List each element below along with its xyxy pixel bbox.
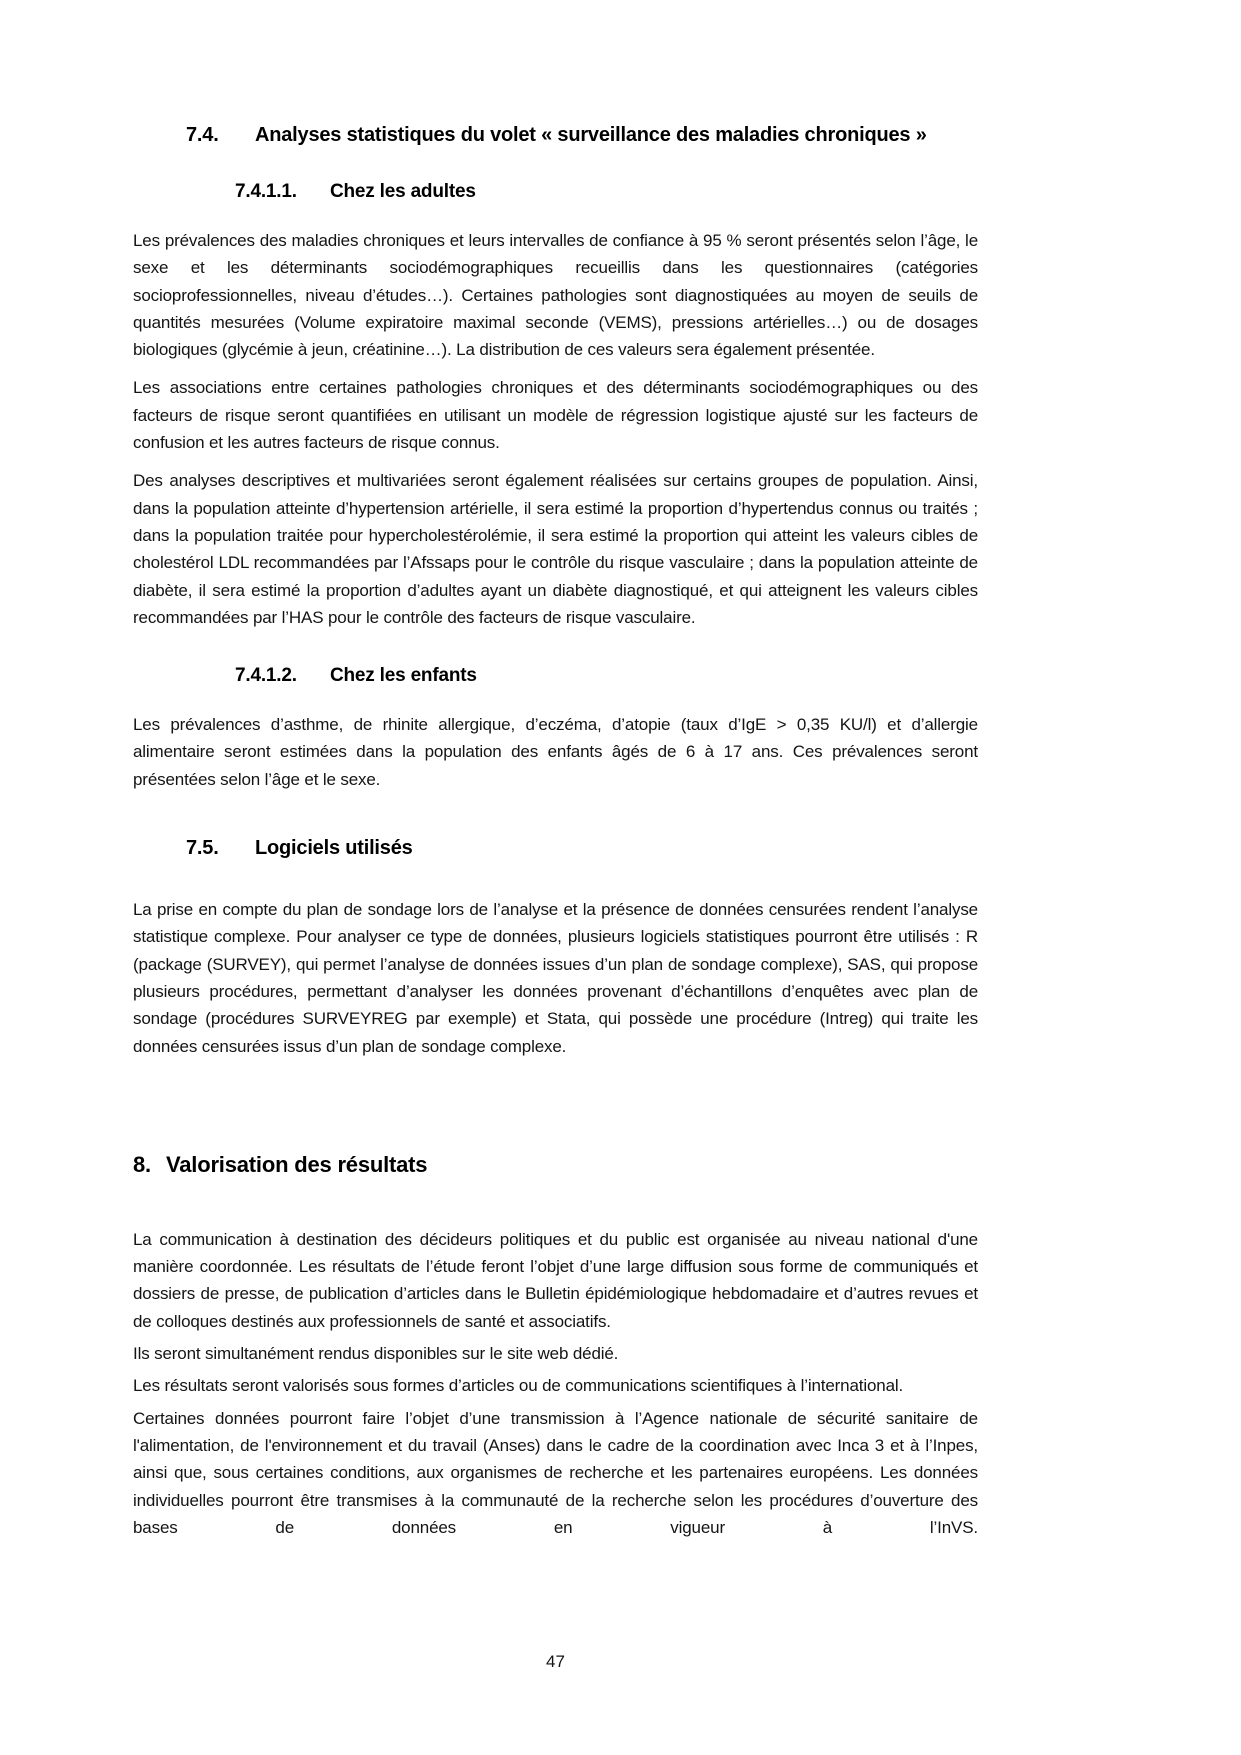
paragraph-valorisation-3: Les résultats seront valorisés sous formes d’articles ou de communications scientifiques à l’international.: [133, 1376, 904, 1396]
chapter-title: Valorisation des résultats: [166, 1151, 428, 1177]
subsection-heading-7-4-1-2: [235, 665, 978, 687]
paragraph-enfants-1: Les prévalences d’asthme, de rhinite allergique, d’eczéma, d’atopie (taux d’IgE > 0,35 KU/l) et d’allergie alimentaire seront estimées dans la population des enfants âgés de 6 à 17 ans. Ces prévalences seront présentées selon l’âge et le sexe.: [133, 715, 978, 789]
section-number: 7.4.: [186, 124, 219, 146]
page-number: 47: [546, 1652, 565, 1671]
section-heading-7-4: [186, 124, 978, 147]
section-title: Analyses statistiques du volet « surveillance des maladies chroniques »: [255, 124, 927, 146]
paragraph-valorisation-1: La communication à destination des décideurs politiques et du public est organisée au niveau national d'une manière coordonnée. Les résultats de l’étude feront l’objet d’une large diffusion sous forme de communiqués et dossiers de presse, de publication d’articles dans le Bulletin épidémiologique hebdomadaire et d’autres revues et de colloques destinés aux professionnels de santé et associatifs.: [133, 1229, 978, 1331]
section-title: Logiciels utilisés: [255, 837, 413, 860]
paragraph-logiciels-1: La prise en compte du plan de sondage lors de l’analyse et la présence de données censurées rendent l’analyse statistique complexe. Pour analyser ce type de données, plusieurs logiciels statistiques pourront être utilisés : R (package (SURVEY), qui permet l’analyse de données issues d’un plan de sondage complexe), SAS, qui propose plusieurs procédures, permettant d’analyser les données provenant d’échantillons d’enquêtes avec plan de sondage (procédures SURVEYREG par exemple) et Stata, qui possède une procédure (Intreg) qui traite les données censurées issus d’un plan de sondage complexe.: [133, 900, 978, 1056]
section-number: 7.5.: [186, 837, 219, 860]
paragraph-valorisation-2: Ils seront simultanément rendus disponibles sur le site web dédié.: [133, 1344, 619, 1364]
subsection-number: 7.4.1.2.: [235, 665, 297, 687]
paragraph-adultes-2: Les associations entre certaines pathologies chroniques et des déterminants sociodémographiques ou des facteurs de risque seront quantifiées en utilisant un modèle de régression logistique ajusté sur les facteurs de confusion et les autres facteurs de risque connus.: [133, 378, 978, 453]
subsection-heading-7-4-1-1: [235, 181, 978, 203]
paragraph-valorisation-4: Certaines données pourront faire l’objet d’une transmission à l’Agence nationale de sécurité sanitaire de l'alimentation, de l'environnement et du travail (Anses) dans le cadre de la coordination avec Inca 3 et à l’Inpes, ainsi que, sous certaines conditions, aux organismes de recherche et les partenaires européens. Les données individuelles pourront être transmises à la communauté de la recherche selon les procédures d’ouverture des bases de données en vigueur à l’InVS.: [133, 1408, 978, 1537]
chapter-heading-8: [133, 1152, 978, 1178]
page-content: [133, 124, 978, 1541]
paragraph-adultes-3: Des analyses descriptives et multivariées seront également réalisées sur certains groupes de population. Ainsi, dans la population atteinte d’hypertension artérielle, il sera estimé la proportion d’hypertendus connus ou traités ; dans la population traitée pour hypercholestérolémie, il sera estimé la proportion qui atteint les valeurs cibles de cholestérol LDL recommandées par l’Afssaps pour le contrôle du risque vasculaire ; dans la population atteinte de diabète, il sera estimé la proportion d’adultes ayant un diabète diagnostiqué, et qui atteignent les valeurs cibles recommandées par l’HAS pour le contrôle des facteurs de risque vasculaire.: [133, 471, 978, 627]
subsection-number: 7.4.1.1.: [235, 181, 297, 202]
section-heading-7-5: [186, 837, 978, 860]
subsection-title: Chez les adultes: [330, 181, 476, 202]
subsection-title: Chez les enfants: [330, 665, 477, 687]
chapter-number: 8.: [133, 1151, 151, 1177]
paragraph-adultes-1: Les prévalences des maladies chroniques et leurs intervalles de confiance à 95 % seront présentés selon l’âge, le sexe et les déterminants sociodémographiques recueillis dans les questionnaires (catégories socioprofessionnelles, niveau d’études…). Certaines pathologies sont diagnostiquées au moyen de seuils de quantités mesurées (Volume expiratoire maximal seconde (VEMS), pressions artérielles…) ou de dosages biologiques (glycémie à jeun, créatinine…). La distribution de ces valeurs sera également présentée.: [133, 231, 978, 360]
